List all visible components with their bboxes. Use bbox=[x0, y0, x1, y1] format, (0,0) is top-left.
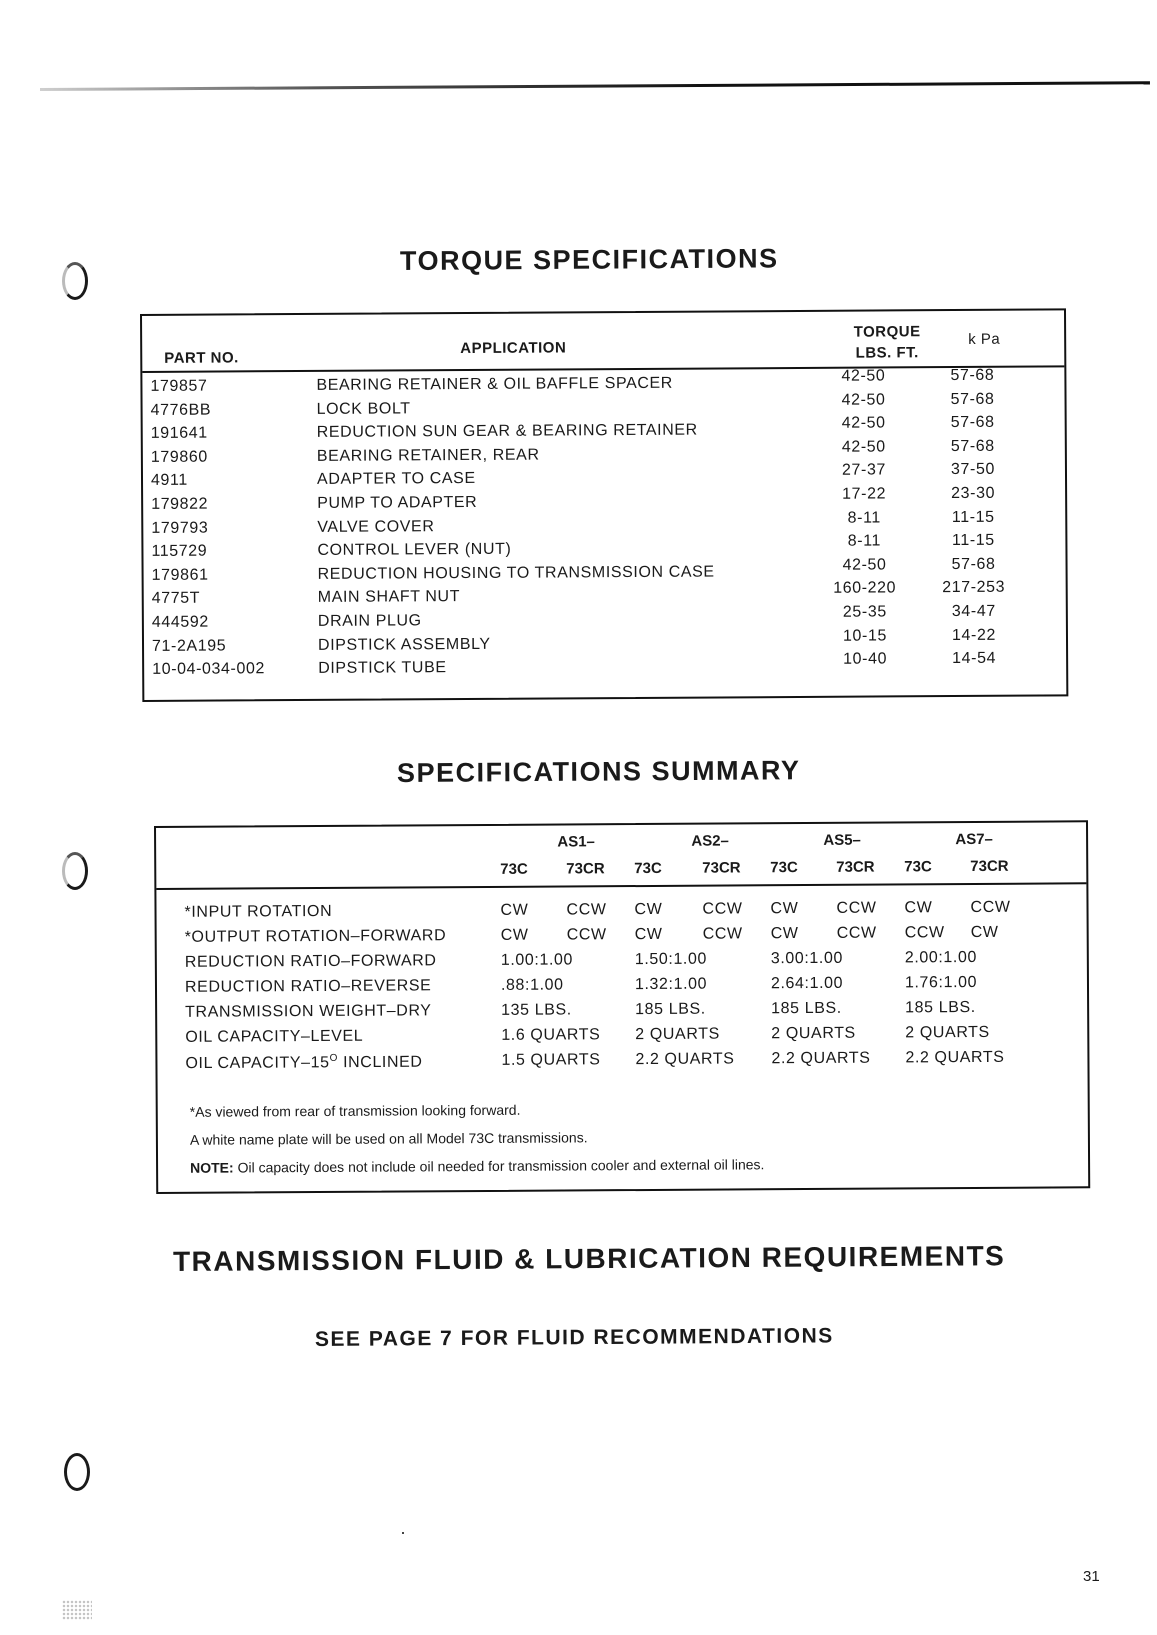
model-group-header: AS7– bbox=[955, 830, 993, 849]
value-cell: CW bbox=[634, 925, 663, 944]
value-cell: CCW bbox=[702, 925, 743, 943]
application-cell: BEARING RETAINER & OIL BAFFLE SPACER bbox=[316, 374, 673, 394]
kpa-cell: 37-50 bbox=[950, 461, 995, 479]
value-cell: 185 LBS. bbox=[905, 998, 976, 1017]
row-label: TRANSMISSION WEIGHT–DRY bbox=[185, 1002, 432, 1021]
torque-cell: 42-50 bbox=[841, 414, 886, 432]
note-name-plate: A white name plate will be used on all Model 73C transmissions. bbox=[189, 1129, 588, 1148]
kpa-cell: 23-30 bbox=[951, 484, 996, 503]
degree-sup: O bbox=[329, 1052, 339, 1064]
kpa-cell: 11-15 bbox=[951, 531, 995, 550]
row-label: REDUCTION RATIO–FORWARD bbox=[184, 952, 437, 971]
value-cell: CW bbox=[970, 923, 999, 942]
torque-cell: 10-15 bbox=[842, 626, 887, 645]
model-subcolumn-header: 73CR bbox=[566, 860, 605, 878]
model-group-header: AS2– bbox=[691, 832, 729, 850]
row-label: *INPUT ROTATION bbox=[184, 902, 333, 921]
application-cell: REDUCTION HOUSING TO TRANSMISSION CASE bbox=[317, 563, 715, 583]
part-no-cell: 444592 bbox=[151, 613, 209, 631]
summary-table-header bbox=[156, 822, 1086, 890]
model-subcolumn-header: 73CR bbox=[702, 859, 741, 877]
fluid-title: TRANSMISSION FLUID & LUBRICATION REQUIREMENTS bbox=[172, 1240, 1006, 1277]
application-cell: REDUCTION SUN GEAR & BEARING RETAINER bbox=[316, 421, 698, 442]
table-row bbox=[157, 1048, 1087, 1079]
punch-hole-icon bbox=[62, 852, 88, 890]
application-cell: DIPSTICK ASSEMBLY bbox=[317, 635, 491, 654]
value-cell: CW bbox=[904, 899, 933, 917]
value-cell: 185 LBS. bbox=[635, 1000, 706, 1019]
kpa-cell: 57-68 bbox=[951, 555, 996, 573]
note-text: Oil capacity does not include oil needed for transmission cooler and external oil lines. bbox=[237, 1156, 765, 1176]
value-cell: 1.00:1.00 bbox=[500, 951, 574, 969]
value-cell: 2 QUARTS bbox=[771, 1024, 856, 1043]
value-cell: CW bbox=[770, 925, 799, 943]
kpa-cell: 34-47 bbox=[951, 602, 996, 620]
application-cell: PUMP TO ADAPTER bbox=[317, 493, 478, 512]
fluid-subtitle: SEE PAGE 7 FOR FLUID RECOMMENDATIONS bbox=[314, 1324, 834, 1351]
value-cell: CCW bbox=[702, 900, 743, 918]
scan-speck bbox=[402, 1532, 404, 1534]
part-no-cell: 4776BB bbox=[150, 401, 212, 419]
torque-cell: 42-50 bbox=[841, 391, 886, 409]
value-cell: 2 QUARTS bbox=[635, 1025, 720, 1044]
torque-cell: 17-22 bbox=[842, 485, 887, 503]
note-oil-capacity bbox=[190, 1150, 764, 1182]
value-cell: CCW bbox=[904, 924, 945, 942]
value-cell: 2 QUARTS bbox=[905, 1023, 990, 1042]
application-cell: BEARING RETAINER, REAR bbox=[316, 446, 540, 465]
torque-cell: 8-11 bbox=[847, 509, 881, 527]
torque-cell: 25-35 bbox=[842, 603, 887, 621]
value-cell: 1.50:1.00 bbox=[634, 950, 708, 969]
row-label: OIL CAPACITY–LEVEL bbox=[185, 1027, 364, 1046]
table-row bbox=[144, 649, 1066, 684]
value-cell: 2.64:1.00 bbox=[770, 974, 844, 993]
part-no-cell: 4775T bbox=[151, 589, 201, 608]
scan-smudge bbox=[62, 1600, 92, 1620]
value-cell: CW bbox=[634, 900, 663, 919]
note-label: NOTE: bbox=[190, 1159, 234, 1176]
row-label: REDUCTION RATIO–REVERSE bbox=[184, 977, 432, 996]
part-no-cell: 179822 bbox=[151, 495, 209, 513]
kpa-cell: 14-22 bbox=[951, 626, 996, 644]
torque-table-body bbox=[142, 366, 1066, 684]
kpa-cell: 11-15 bbox=[951, 508, 995, 526]
model-subcolumn-header: 73C bbox=[634, 859, 662, 878]
value-cell: 2.00:1.00 bbox=[904, 948, 978, 967]
row-label-part: OIL CAPACITY–15 bbox=[185, 1054, 330, 1073]
torque-cell: 10-40 bbox=[843, 650, 888, 668]
punch-hole-icon bbox=[64, 1453, 90, 1491]
torque-cell: 42-50 bbox=[842, 556, 887, 574]
application-cell: DIPSTICK TUBE bbox=[318, 659, 447, 678]
header-torque bbox=[842, 321, 932, 364]
row-label: *OUTPUT ROTATION–FORWARD bbox=[184, 927, 447, 946]
value-cell: 3.00:1.00 bbox=[770, 949, 844, 968]
part-no-cell: 179857 bbox=[150, 377, 208, 395]
model-subcolumn-header: 73CR bbox=[836, 858, 875, 876]
part-no-cell: 115729 bbox=[151, 542, 208, 561]
value-cell: 1.76:1.00 bbox=[904, 973, 978, 992]
row-label bbox=[185, 1052, 422, 1073]
value-cell: CCW bbox=[566, 901, 607, 919]
value-cell: CCW bbox=[836, 899, 877, 917]
application-cell: CONTROL LEVER (NUT) bbox=[317, 540, 512, 560]
row-label-part: INCLINED bbox=[337, 1053, 423, 1072]
value-cell: CW bbox=[500, 926, 529, 944]
page-number: 31 bbox=[1083, 1568, 1100, 1585]
part-no-cell: 4911 bbox=[150, 472, 188, 490]
torque-cell: 160-220 bbox=[833, 579, 897, 598]
summary-notes bbox=[190, 1094, 765, 1182]
application-cell: MAIN SHAFT NUT bbox=[317, 588, 461, 607]
kpa-cell: 14-54 bbox=[952, 649, 997, 668]
torque-title: TORQUE SPECIFICATIONS bbox=[399, 243, 779, 276]
header-part-no: PART NO. bbox=[164, 349, 239, 367]
part-no-cell: 179861 bbox=[151, 566, 209, 584]
model-subcolumn-header: 73C bbox=[770, 859, 798, 877]
torque-cell: 42-50 bbox=[841, 438, 886, 456]
part-no-cell: 191641 bbox=[150, 424, 208, 443]
application-cell: DRAIN PLUG bbox=[317, 612, 422, 630]
model-group-header: AS1– bbox=[557, 833, 595, 851]
part-no-cell: 179793 bbox=[151, 519, 209, 537]
part-no-cell: 71-2A195 bbox=[151, 637, 227, 655]
footnote-rotation: *As viewed from rear of transmission looking forward. bbox=[189, 1101, 521, 1120]
application-cell: ADAPTER TO CASE bbox=[316, 470, 476, 489]
kpa-cell: 57-68 bbox=[950, 413, 995, 432]
value-cell: CCW bbox=[970, 898, 1011, 917]
header-torque-line2: LBS. FT. bbox=[855, 344, 919, 362]
kpa-cell: 57-68 bbox=[950, 366, 995, 385]
value-cell: 2.2 QUARTS bbox=[905, 1048, 1005, 1067]
value-cell: 1.32:1.00 bbox=[634, 975, 708, 994]
kpa-cell: 57-68 bbox=[950, 390, 995, 408]
header-application: APPLICATION bbox=[460, 339, 567, 358]
model-group-header: AS5– bbox=[823, 831, 861, 849]
value-cell: CW bbox=[770, 900, 799, 918]
model-subcolumn-header: 73CR bbox=[970, 857, 1009, 876]
punch-hole-icon bbox=[62, 262, 88, 300]
summary-table bbox=[154, 820, 1090, 1194]
value-cell: CCW bbox=[836, 924, 877, 942]
kpa-cell: 57-68 bbox=[950, 437, 995, 455]
kpa-cell: 217-253 bbox=[942, 579, 1006, 597]
value-cell: 185 LBS. bbox=[771, 999, 842, 1018]
value-cell: 1.6 QUARTS bbox=[501, 1026, 601, 1044]
value-cell: 1.5 QUARTS bbox=[501, 1051, 601, 1069]
part-no-cell: 10-04-034-002 bbox=[152, 660, 266, 679]
value-cell: 135 LBS. bbox=[501, 1001, 572, 1019]
torque-cell: 42-50 bbox=[841, 367, 886, 385]
value-cell: 2.2 QUARTS bbox=[771, 1049, 871, 1068]
torque-cell: 8-11 bbox=[847, 532, 882, 550]
summary-title: SPECIFICATIONS SUMMARY bbox=[396, 755, 801, 788]
part-no-cell: 179860 bbox=[150, 448, 208, 466]
application-cell: VALVE COVER bbox=[317, 517, 435, 536]
top-scan-rule bbox=[40, 81, 1150, 91]
torque-table bbox=[140, 308, 1068, 702]
header-kpa: k Pa bbox=[968, 330, 1001, 348]
model-subcolumn-header: 73C bbox=[500, 860, 528, 878]
application-cell: LOCK BOLT bbox=[316, 399, 411, 418]
value-cell: 2.2 QUARTS bbox=[635, 1050, 735, 1069]
value-cell: CW bbox=[500, 901, 529, 919]
value-cell: .88:1.00 bbox=[500, 976, 564, 994]
header-torque-line1: TORQUE bbox=[853, 323, 921, 341]
torque-table-header bbox=[142, 310, 1064, 373]
torque-cell: 27-37 bbox=[841, 461, 886, 480]
summary-table-body bbox=[156, 898, 1087, 1079]
value-cell: CCW bbox=[566, 926, 607, 944]
model-subcolumn-header: 73C bbox=[904, 858, 932, 876]
